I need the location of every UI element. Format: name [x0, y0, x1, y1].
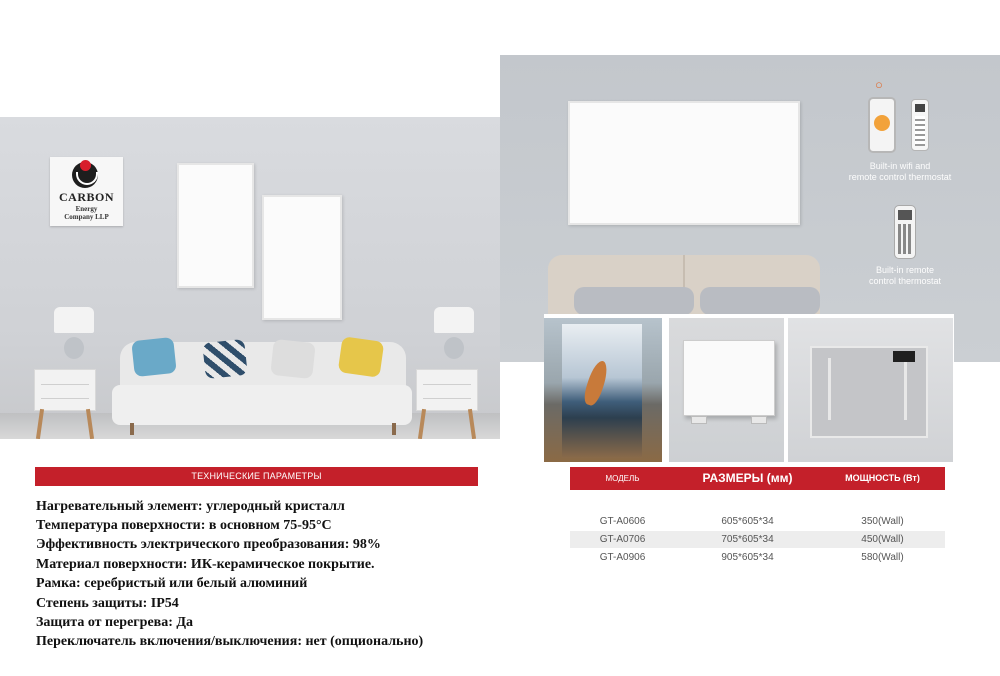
lamp-shade-right [434, 307, 474, 333]
side-table-right [416, 369, 478, 411]
table-row [570, 531, 945, 548]
brand-name: CARBON [58, 190, 114, 204]
brand-subline-2: Company LLP [64, 213, 109, 221]
product-photo-panel-back [788, 318, 953, 462]
side-table-left [34, 369, 96, 411]
remote-caption-line-2: control thermostat [868, 276, 942, 286]
column-header-size: РАЗМЕРЫ (мм) [702, 471, 793, 485]
heater-panel-left [177, 163, 254, 288]
wifi-icon: ○ [875, 77, 883, 92]
table-cell-power: 580(Wall) [861, 552, 904, 563]
wifi-caption-line-2: remote control thermostat [848, 172, 952, 182]
remote-caption [825, 265, 985, 287]
table-cell-size: 705*605*34 [721, 534, 774, 545]
pillow-pattern [202, 339, 248, 379]
model-table-header [570, 467, 945, 490]
spec-line: Защита от перегрева: Да [36, 615, 194, 630]
table-cell-size: 905*605*34 [721, 552, 774, 563]
lamp-shade-left [54, 307, 94, 333]
spec-line: Нагревательный элемент: углеродный кристалл [36, 499, 345, 514]
wifi-caption [820, 161, 980, 183]
table-cell-model: GT-A0906 [599, 552, 646, 563]
brand-subline-1: Energy [75, 205, 98, 213]
spec-header-label: ТЕХНИЧЕСКИЕ ПАРАМЕТРЫ [191, 471, 322, 481]
thermostat-icon [894, 205, 916, 259]
spec-line: Материал поверхности: ИК-керамическое покрытие. [36, 557, 375, 572]
table-row [570, 513, 945, 530]
smartphone-icon [868, 97, 896, 153]
spec-header [35, 467, 478, 486]
table-cell-model: GT-A0706 [599, 534, 646, 545]
table-row [570, 549, 945, 566]
table-cell-model: GT-A0606 [599, 516, 646, 527]
product-photo-strip [544, 314, 954, 468]
brand-logo [50, 157, 123, 226]
spec-line: Рамка: серебристый или белый алюминий [36, 576, 308, 591]
table-cell-size: 605*605*34 [721, 516, 774, 527]
column-header-power: МОЩНОСТЬ (Вт) [845, 473, 920, 483]
brand-mark-icon [72, 162, 98, 188]
wifi-caption-line-1: Built-in wifi and [869, 161, 931, 171]
sofa-seat [112, 385, 412, 425]
spec-line: Температура поверхности: в основном 75-95°C [36, 518, 332, 533]
lamp-base-left [64, 337, 84, 359]
product-photo-standing-panel [669, 318, 784, 462]
spec-line: Эффективность электрического преобразования: 98% [36, 537, 381, 552]
living-room-photo [0, 117, 500, 439]
table-cell-power: 450(Wall) [861, 534, 904, 545]
table-cell-power: 350(Wall) [861, 516, 904, 527]
spec-line: Степень защиты: IP54 [36, 596, 179, 611]
lamp-base-right [444, 337, 464, 359]
pillow-white [270, 339, 316, 379]
bed-pillow-left [574, 287, 694, 315]
heater-panel-right [262, 195, 342, 320]
bed-pillow-right [700, 287, 820, 315]
spec-line: Переключатель включения/выключения: нет (опционально) [36, 634, 424, 649]
product-photo-printed-panel [544, 318, 662, 462]
pillow-blue [131, 337, 177, 377]
remote-caption-line-1: Built-in remote [875, 265, 935, 275]
heater-panel-wall [568, 101, 800, 225]
remote-control-icon [911, 99, 929, 151]
pillow-yellow [338, 336, 385, 377]
column-header-model: МОДЕЛЬ [605, 474, 640, 483]
